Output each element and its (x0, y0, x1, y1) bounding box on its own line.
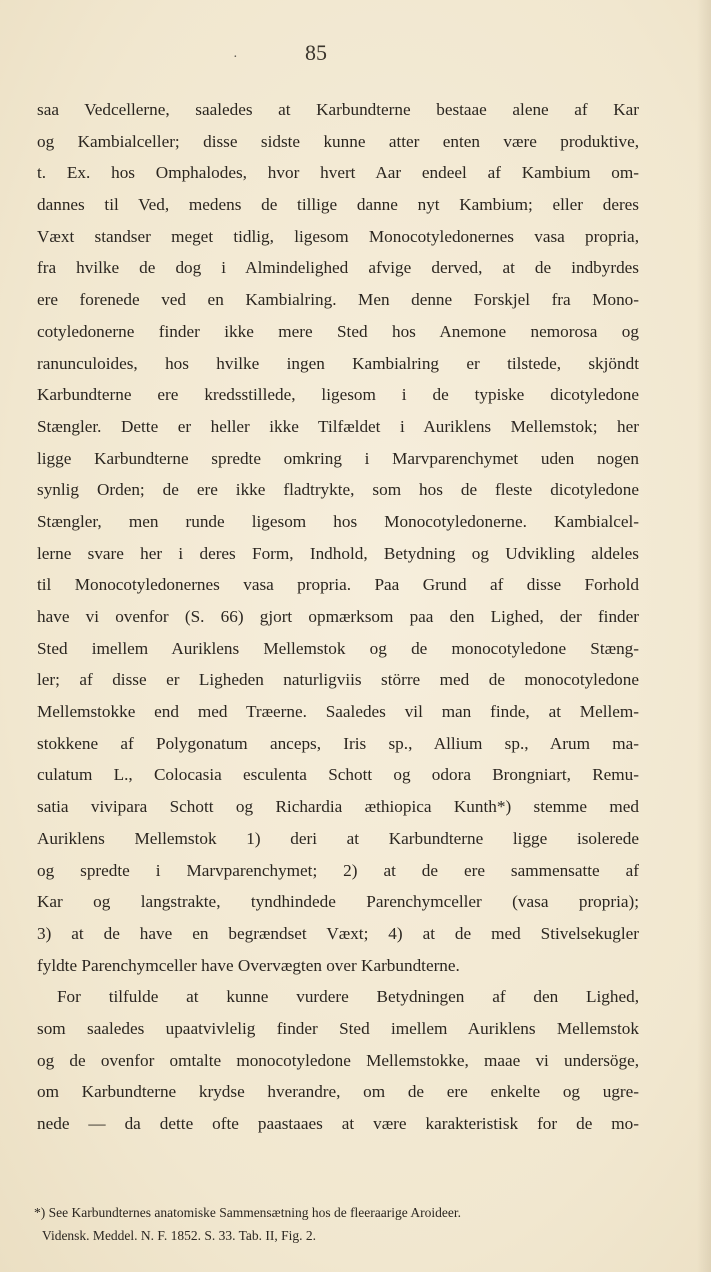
text-line: 3) at de have en begrændset Væxt; 4) at de med Stivelsekugler (37, 923, 639, 943)
text-line: satia vivipara Schott og Richardia æthiopica Kunth*) stemme med (37, 797, 639, 817)
text-line: ler; af disse er Ligheden naturligviis större med de monocotyledone (37, 670, 639, 690)
text-line: lerne svare her i deres Form, Indhold, Betydning og Udvikling aldeles (37, 543, 639, 563)
text-line: Karbundterne ere kredsstillede, ligesom i de typiske dicotyledone (37, 385, 639, 405)
text-line: til Monocotyledonernes vasa propria. Paa Grund af disse Forhold (37, 575, 639, 595)
text-line: ere forenede ved en Kambialring. Men denne Forskjel fra Mono- (37, 290, 639, 310)
text-line: og Kambialceller; disse sidste kunne atter enten være produktive, (37, 131, 639, 151)
header-dot: · (233, 50, 238, 65)
page-edge-shadow (697, 0, 711, 1272)
text-line: dannes til Ved, medens de tillige danne nyt Kambium; eller deres (37, 195, 639, 215)
text-line: og de ovenfor omtalte monocotyledone Mellemstokke, maae vi undersöge, (37, 1050, 639, 1070)
text-line: som saaledes upaatvivlelig finder Sted imellem Auriklens Mellemstok (37, 1018, 639, 1038)
text-line: have vi ovenfor (S. 66) gjort opmærksom paa den Lighed, der finder (37, 607, 639, 626)
footnote (34, 1201, 644, 1247)
text-line: t. Ex. hos Omphalodes, hvor hvert Aar endeel af Kambium om- (37, 163, 639, 183)
paragraph-start-line: For tilfulde at kunne vurdere Betydningen af den Lighed, (57, 987, 639, 1007)
text-line: fra hvilke de dog i Almindelighed afvige derved, at de indbyrdes (37, 258, 639, 278)
footnote-line: *) See Karbundternes anatomiske Sammensætning hos de fleeraarige Aroideer. (34, 1205, 461, 1220)
text-line: Sted imellem Auriklens Mellemstok og de monocotyledone Stæng- (37, 638, 639, 658)
text-line: og spredte i Marvparenchymet; 2) at de ere sammensatte af (37, 860, 639, 880)
text-line: ranunculoides, hos hvilke ingen Kambialring er tilstede, skjöndt (37, 353, 639, 373)
body-text (37, 94, 639, 1140)
text-line: Stængler. Dette er heller ikke Tilfældet i Auriklens Mellemstok; her (37, 416, 639, 436)
text-line: synlig Orden; de ere ikke fladtrykte, som hos de fleste dicotyledone (37, 480, 639, 500)
footnote-line: Vidensk. Meddel. N. F. 1852. S. 33. Tab. II, Fig. 2. (42, 1228, 317, 1243)
text-line: saa Vedcellerne, saaledes at Karbundterne bestaae alene af Kar (37, 100, 639, 119)
text-line: ligge Karbundterne spredte omkring i Marvparenchymet uden nogen (37, 448, 639, 468)
text-line: Kar og langstrakte, tyndhindede Parenchymceller (vasa propria); (37, 892, 639, 912)
text-line: Stængler, men runde ligesom hos Monocotyledonerne. Kambialcel- (37, 511, 639, 531)
text-line: om Karbundterne krydse hverandre, om de ere enkelte og ugre- (37, 1082, 639, 1102)
page-number: 85 (305, 40, 327, 65)
text-line: Auriklens Mellemstok 1) deri at Karbundterne ligge isolerede (37, 828, 639, 848)
text-line: stokkene af Polygonatum anceps, Iris sp., Allium sp., Arum ma- (37, 733, 639, 753)
text-line: culatum L., Colocasia esculenta Schott og odora Brongniart, Remu- (37, 765, 639, 785)
text-line: cotyledonerne finder ikke mere Sted hos Anemone nemorosa og (37, 321, 639, 341)
text-line: nede — da dette ofte paastaaes at være karakteristisk for de mo- (37, 1114, 639, 1133)
text-line: fyldte Parenchymceller have Overvægten over Karbundterne. (37, 955, 460, 975)
text-line: Mellemstokke end med Træerne. Saaledes vil man finde, at Mellem- (37, 702, 639, 722)
text-line: Væxt standser meget tidlig, ligesom Monocotyledonernes vasa propria, (37, 226, 639, 246)
